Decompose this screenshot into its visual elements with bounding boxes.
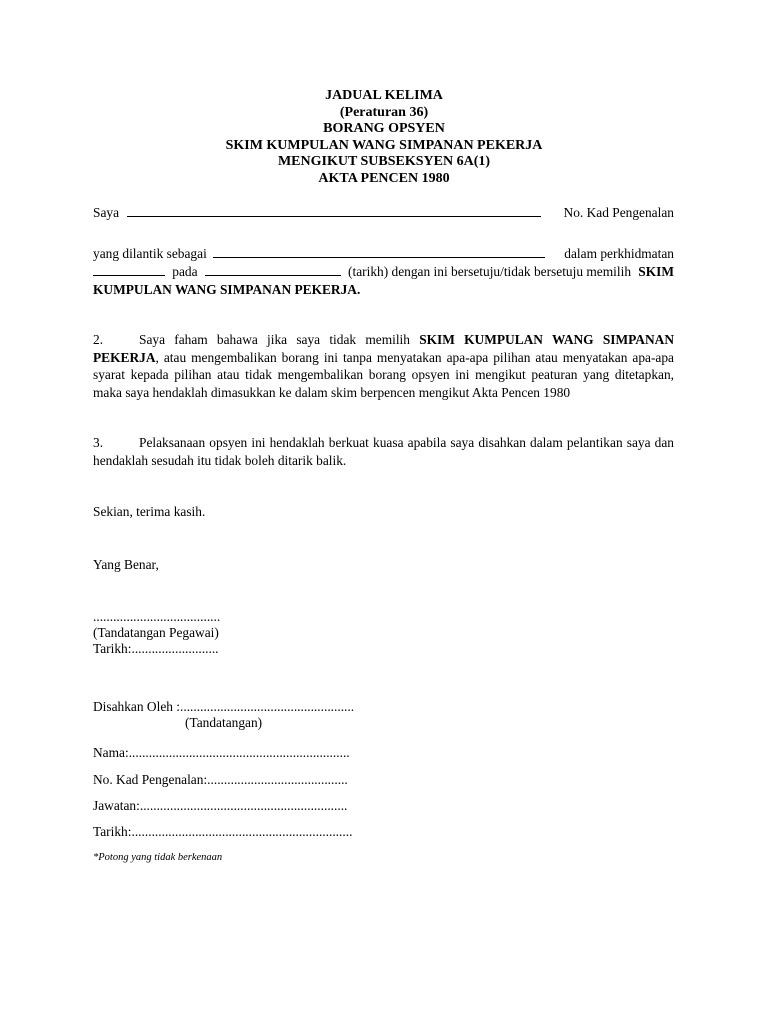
subsection-reference: MENGIKUT SUBSEKSYEN 6A(1) — [277, 154, 491, 169]
schedule-title: JADUAL KELIMA — [325, 88, 443, 103]
officer-date-field[interactable]: Tarikh:.......................... — [93, 641, 219, 656]
officer-signature-label: (Tandatangan Pegawai) — [93, 625, 219, 640]
paragraph-2-number: 2. — [93, 332, 104, 347]
service-label: dalam perkhidmatan — [564, 246, 674, 261]
appointed-as-label: yang dilantik sebagai — [93, 246, 207, 261]
agreement-text: (tarikh) dengan ini bersetuju/tidak bersetuju memilih — [348, 264, 632, 279]
closing-text: Sekian, terima kasih. — [93, 504, 206, 519]
verifier-ic-field[interactable]: No. Kad Pengenalan:.......................................... — [93, 772, 348, 787]
declaration-line-1 — [93, 204, 674, 222]
name-blank[interactable] — [127, 204, 541, 217]
paragraph-2-text-b: , atau mengembalikan borang ini tanpa menyatakan apa-apa pilihan atau menyatakan apa-apa syarat kepada pilihan atau tidak mengembalikan borang opsyen ini mengikut peaturan yang ditetapkan, maka saya hendaklah dimasukkan ke dalam skim berpencen mengikut Akta Pencen 1980 — [93, 349, 674, 400]
paragraph-2-text-a: Saya faham bahawa jika saya tidak memilih — [139, 332, 410, 347]
declaration-line-3 — [93, 263, 674, 281]
yours-sincerely: Yang Benar, — [93, 557, 159, 572]
officer-signature-dots[interactable]: ...................................... — [93, 609, 221, 624]
form-title-block — [0, 88, 768, 187]
verifier-position-field[interactable]: Jawatan:.............................................................. — [93, 798, 348, 813]
service-blank[interactable] — [93, 263, 165, 276]
scheme-bold-text-1: SKIM — [638, 264, 674, 279]
act-reference: AKTA PENCEN 1980 — [318, 170, 450, 186]
verifier-date-field[interactable]: Tarikh:.................................................................. — [93, 824, 353, 839]
saya-label: Saya — [93, 205, 120, 220]
verified-by-field[interactable]: Disahkan Oleh :.................................................... — [93, 699, 355, 714]
scheme-name: SKIM KUMPULAN WANG SIMPANAN PEKERJA — [225, 137, 543, 153]
pada-label: pada — [172, 264, 198, 279]
form-name: BORANG OPSYEN — [323, 121, 445, 136]
paragraph-3-text: Pelaksanaan opsyen ini hendaklah berkuat kuasa apabila saya disahkan dalam pelantikan saya dan hendaklah sesudah itu tidak boleh ditarik balik. — [93, 435, 674, 468]
footnote: *Potong yang tidak berkenaan — [93, 852, 223, 863]
declaration-line-2 — [93, 245, 674, 263]
scheme-bold-text-2: KUMPULAN WANG SIMPANAN PEKERJA. — [93, 282, 361, 297]
paragraph-2 — [93, 331, 674, 401]
regulation-reference: (Peraturan 36) — [339, 104, 429, 120]
paragraph-2-bold: SKIM KUMPULAN WANG SIMPANAN PEKERJA — [93, 332, 674, 365]
paragraph-3-number: 3. — [93, 435, 104, 450]
position-blank[interactable] — [213, 245, 545, 258]
ic-number-label: No. Kad Pengenalan — [563, 205, 674, 220]
verifier-name-field[interactable]: Nama:.................................................................. — [93, 745, 350, 760]
paragraph-3 — [93, 434, 674, 469]
date-blank[interactable] — [205, 263, 341, 276]
verifier-signature-label: (Tandatangan) — [185, 715, 263, 730]
